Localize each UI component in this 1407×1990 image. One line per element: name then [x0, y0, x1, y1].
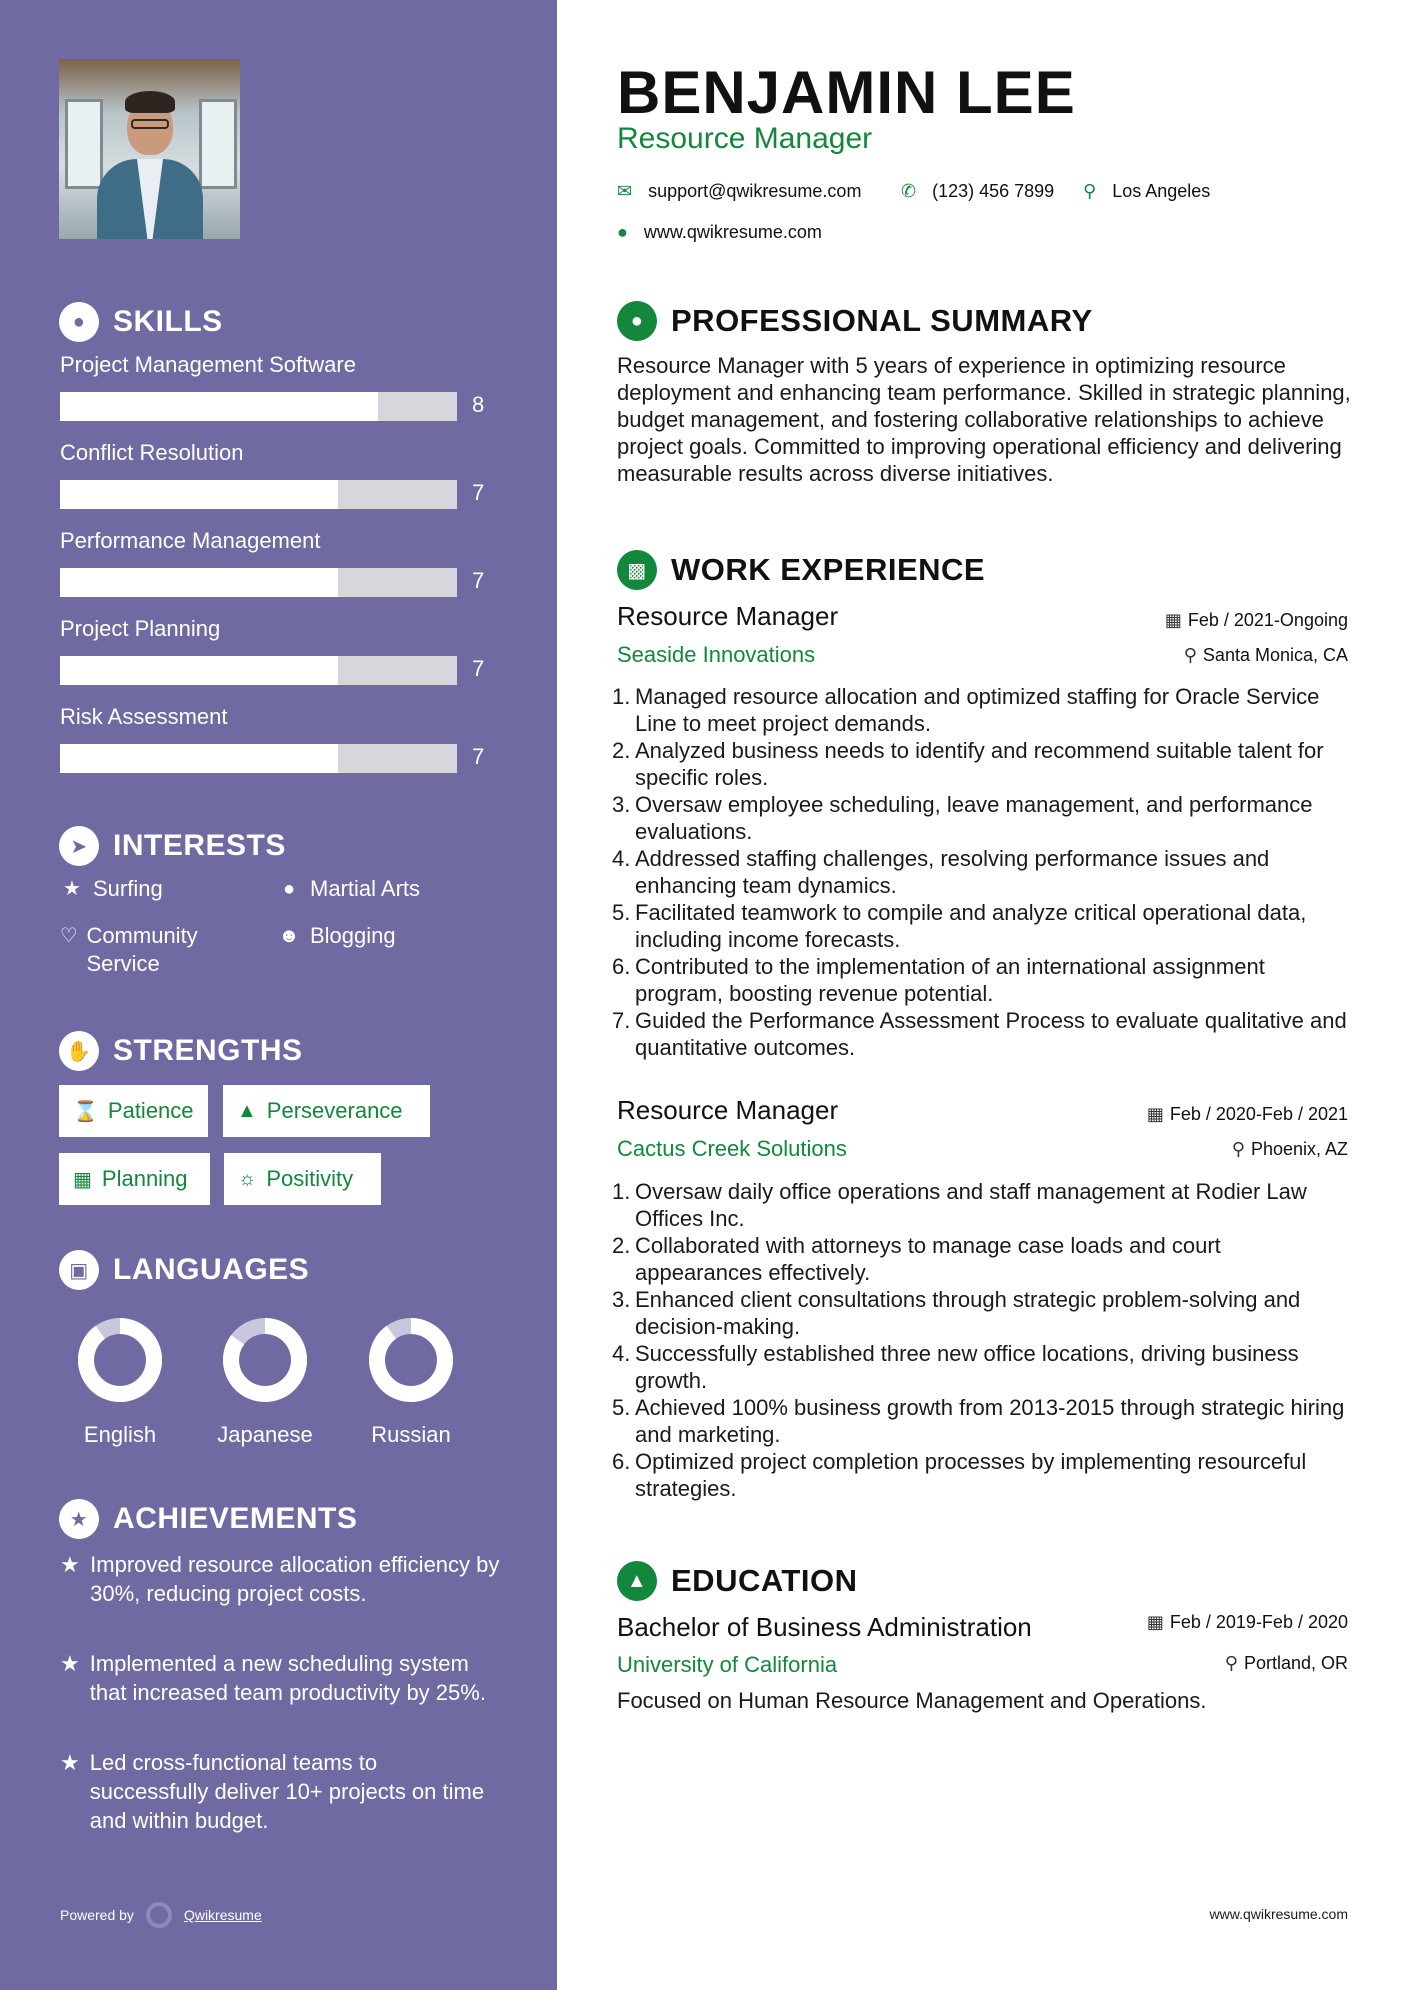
education-degree: Bachelor of Business Administration [617, 1612, 1032, 1642]
summary-heading: ● PROFESSIONAL SUMMARY [617, 301, 1093, 341]
powered-by: Powered by Qwikresume [60, 1902, 262, 1928]
star-icon: ★ [60, 1552, 80, 1577]
footer-url[interactable]: www.qwikresume.com [1209, 1906, 1348, 1922]
skill-bar-fill [60, 480, 338, 509]
briefcase-icon: ▩ [617, 550, 657, 590]
skill-name: Project Planning [60, 616, 221, 641]
language-label: English [83, 1422, 157, 1447]
skill-value: 7 [472, 480, 485, 505]
brand-link[interactable]: Qwikresume [183, 1907, 262, 1923]
job-company: Cactus Creek Solutions [617, 1136, 847, 1161]
language-label: Japanese [217, 1422, 313, 1447]
list-item: 2. Collaborated with attorneys to manage case loads and court appearances effectively. [612, 1233, 1221, 1285]
interest-item: ★ Surfing [59, 875, 163, 903]
list-item: 6. Contributed to the implementation of an international assignment program, boosting revenue potential. [612, 954, 1265, 1006]
skill-bar-fill [60, 744, 338, 773]
pin-icon: ⚲ [1183, 645, 1197, 665]
envelope-icon: ✉ [617, 181, 633, 201]
list-item: 1. Managed resource allocation and optimized staffing for Oracle Service Line to meet project demands. [612, 684, 1320, 736]
interest-item: ☻ Blogging [276, 922, 396, 950]
calendar-icon: ▦ [73, 1168, 92, 1191]
email-contact[interactable]: ✉ support@qwikresume.com [617, 181, 862, 201]
skill-value: 7 [472, 568, 485, 593]
skill-value: 7 [472, 744, 485, 769]
education-description: Focused on Human Resource Management and Operations. [617, 1688, 1207, 1713]
strengths-heading: ✋ STRENGTHS [59, 1031, 303, 1071]
sun-icon: ☼ [238, 1167, 257, 1190]
job-title: Resource Manager [617, 1095, 839, 1125]
profile-photo [59, 59, 240, 239]
skills-heading: ● SKILLS [59, 302, 223, 342]
graduation-cap-icon: ▲ [617, 1561, 657, 1601]
star-icon: ★ [60, 1651, 80, 1676]
job-company: Seaside Innovations [617, 642, 816, 667]
skill-name: Performance Management [60, 528, 321, 553]
achievements-heading: ★ ACHIEVEMENTS [59, 1499, 357, 1539]
road-icon: ▲ [237, 1099, 257, 1122]
list-item: 3. Enhanced client consultations through strategic problem-solving and decision-making. [612, 1287, 1301, 1339]
interests-heading: ➤ INTERESTS [59, 826, 286, 866]
pin-icon: ⚲ [1224, 1653, 1238, 1673]
skill-bar [60, 480, 457, 509]
skill-bar-fill [60, 568, 338, 597]
phone-contact[interactable]: ✆ (123) 456 7899 [901, 181, 1055, 201]
education-heading: ▲ EDUCATION [617, 1561, 857, 1601]
list-item: 7. Guided the Performance Assessment Process to evaluate qualitative and quantitative outcomes. [612, 1008, 1347, 1060]
job-title: Resource Manager [617, 601, 839, 631]
trophy-star-icon: ★ [59, 1499, 99, 1539]
education-location: ⚲ Portland, OR [1224, 1653, 1348, 1673]
qwikresume-logo-icon [146, 1902, 172, 1928]
skill-name: Project Management Software [60, 352, 356, 377]
language-item [50, 1316, 190, 1448]
achievement-item: ★ Improved resource allocation efficiency by 30%, reducing project costs. [60, 1552, 500, 1606]
skill-bar [60, 744, 457, 773]
language-ring [76, 1316, 164, 1404]
interest-item: ♡ Community Service [59, 923, 198, 976]
globe-icon: ● [617, 222, 628, 242]
achievement-item: ★ Implemented a new scheduling system that increased team productivity by 25%. [60, 1651, 486, 1705]
skill-value: 8 [472, 392, 485, 417]
star-icon: ★ [60, 1750, 80, 1775]
language-label: Russian [371, 1422, 451, 1447]
achievement-item: ★ Led cross-functional teams to successfully deliver 10+ projects on time and within budget. [60, 1750, 485, 1833]
strength-tag: ▦ Planning [59, 1153, 210, 1205]
job-location: ⚲ Santa Monica, CA [1183, 645, 1348, 665]
location-contact: ⚲ Los Angeles [1083, 181, 1211, 201]
strength-tag: ⌛ Patience [59, 1085, 208, 1137]
paper-plane-icon: ➤ [59, 826, 99, 866]
interest-item: ● Martial Arts [276, 875, 420, 903]
education-school: University of California [617, 1652, 838, 1677]
strength-tag: ▲ Perseverance [223, 1085, 430, 1137]
skill-bar [60, 568, 457, 597]
hourglass-icon: ⌛ [73, 1100, 98, 1123]
languages-heading: ▣ LANGUAGES [59, 1250, 309, 1290]
summary-text: Resource Manager with 5 years of experience in optimizing resource deployment and enhancing team performance. Skilled in strategic planning, budget management, and fostering collaborative relationships to achieve project goals. Committed to improving operational efficiency and delivering measurable results across diverse initiatives. [617, 353, 1351, 486]
language-ring [221, 1316, 309, 1404]
job-dates: ▦ Feb / 2021-Ongoing [1164, 610, 1348, 630]
map-pin-icon: ⚲ [1083, 181, 1097, 201]
skill-bar [60, 656, 457, 685]
job-location: ⚲ Phoenix, AZ [1231, 1139, 1348, 1159]
skill-value: 7 [472, 656, 485, 681]
website-contact[interactable]: ● www.qwikresume.com [617, 222, 822, 242]
strength-tag: ☼ Positivity [224, 1153, 381, 1205]
phone-icon: ✆ [901, 181, 917, 201]
star-icon: ★ [63, 878, 81, 900]
list-item: 3. Oversaw employee scheduling, leave management, and performance evaluations. [612, 792, 1313, 844]
users-icon: ☻ [278, 925, 300, 947]
heart-icon: ♡ [59, 925, 78, 947]
experience-heading: ▩ WORK EXPERIENCE [617, 550, 985, 590]
language-item [341, 1316, 481, 1448]
list-item: 5. Facilitated teamwork to compile and analyze critical operational data, including income forecasts. [612, 900, 1307, 952]
lightbulb-icon: ● [59, 302, 99, 342]
fist-icon: ✋ [59, 1031, 99, 1071]
skill-bar [60, 392, 457, 421]
list-item: 2. Analyzed business needs to identify and recommend suitable talent for specific roles. [612, 738, 1324, 790]
skill-name: Risk Assessment [60, 704, 228, 729]
calendar-icon: ▦ [1146, 1612, 1164, 1632]
pin-icon: ⚲ [1231, 1139, 1245, 1159]
language-icon: ▣ [59, 1250, 99, 1290]
list-item: 4. Successfully established three new office locations, driving business growth. [612, 1341, 1299, 1393]
candidate-role: Resource Manager [617, 122, 873, 155]
language-ring [367, 1316, 455, 1404]
list-item: 1. Oversaw daily office operations and staff management at Rodier Law Offices Inc. [612, 1179, 1307, 1231]
skill-bar-fill [60, 656, 338, 685]
globe-icon: ● [282, 878, 296, 900]
list-item: 4. Addressed staffing challenges, resolving performance issues and enhancing team dynamics. [612, 846, 1270, 898]
job-dates: ▦ Feb / 2020-Feb / 2021 [1146, 1104, 1348, 1124]
skill-bar-fill [60, 392, 378, 421]
list-item: 5. Achieved 100% business growth from 2013-2015 through strategic hiring and marketing. [612, 1395, 1345, 1447]
list-item: 6. Optimized project completion processes by implementing resourceful strategies. [612, 1449, 1307, 1501]
skill-name: Conflict Resolution [60, 440, 244, 465]
calendar-icon: ▦ [1146, 1104, 1164, 1124]
language-item [195, 1316, 335, 1448]
user-icon: ● [617, 301, 657, 341]
education-dates: ▦ Feb / 2019-Feb / 2020 [1146, 1612, 1348, 1632]
calendar-icon: ▦ [1164, 610, 1182, 630]
job-bullets [612, 683, 1352, 1061]
candidate-name: BENJAMIN LEE [617, 59, 1076, 126]
sidebar [0, 0, 557, 1990]
job-bullets [612, 1178, 1352, 1502]
